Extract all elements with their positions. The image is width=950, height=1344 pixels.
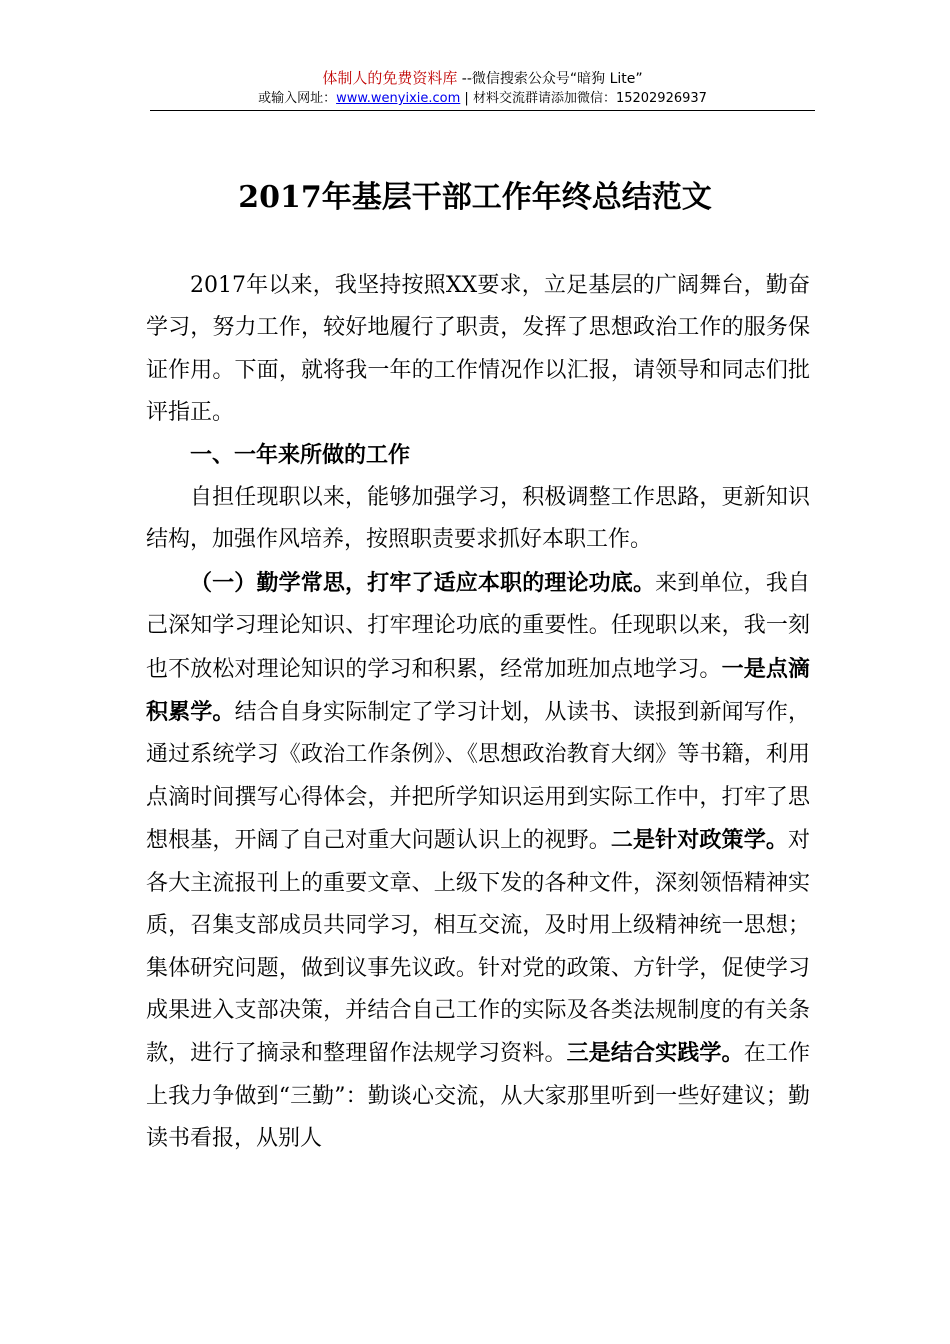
header-site-prefix: 或输入网址： — [258, 91, 337, 106]
document-body — [146, 265, 810, 1161]
header-site-link[interactable]: www.wenyixie.com — [336, 91, 461, 106]
page-header — [150, 68, 815, 109]
point2-text: 对各大主流报刊上的重要文章、上级下发的各种文件，深刻领悟精神实质，召集支部成员共同学习，相互交流，及时用上级精神统一思想；集体研究问题，做到议事先议政。针对党的政策、方针学，促使学习成果进入支部决策，并结合自己工作的实际及各类法规制度的有关条款，进行了摘录和整理留作法规学习资料。 — [146, 828, 810, 1067]
point3-heading: 三是结合实践学。 — [566, 1040, 744, 1067]
subsection-heading: （一）勤学常思，打牢了适应本职的理论功底。 — [190, 569, 656, 596]
header-divider — [150, 110, 815, 111]
header-site-line — [150, 89, 815, 109]
subsection-text: 来到单位，我自己深知学习理论知识、打牢理论功底的重要性。任现职以来，我一刻也不放松对理论知识的学习和积累，经常加班加点地学习。 — [146, 570, 810, 682]
point2-heading: 二是针对政策学。 — [610, 827, 788, 854]
intro-paragraph: 2017年以来，我坚持按照XX要求，立足基层的广阔舞台，勤奋学习，努力工作，较好地履行了职责，发挥了思想政治工作的服务保证作用。下面，就将我一年的工作情况作以汇报，请领导和同志们批评指正。 — [146, 273, 810, 426]
section-heading: 一、一年来所做的工作 — [190, 442, 411, 468]
document-title: 2017年基层干部工作年终总结范文 — [238, 180, 712, 215]
header-brand-line — [150, 68, 815, 89]
header-brand: 体制人的免费资料库 — [322, 69, 458, 87]
subsection-paragraph — [146, 562, 810, 1161]
section-intro-paragraph: 自担任现职以来，能够加强学习，积极调整工作思路，更新知识结构，加强作风培养，按照职责要求抓好本职工作。 — [146, 485, 810, 553]
point1-text: 结合自身实际制定了学习计划，从读书、读报到新闻写作，通过系统学习《政治工作条例》、《思想政治教育大纲》等书籍，利用点滴时间撰写心得体会，并把所学知识运用到实际工作中，打牢了思想根基，开阔了自己对重大问题认识上的视野。 — [146, 700, 810, 854]
point1-heading: 一是点滴积累学。 — [146, 655, 810, 726]
point3-text: 在工作上我力争做到“三勤”：勤谈心交流，从大家那里听到一些好建议；勤读书看报，从别人 — [146, 1041, 810, 1152]
header-site-suffix: | 材料交流群请添加微信：15202926937 — [460, 91, 707, 106]
header-brand-suffix: --微信搜索公众号“暗狗 Lite” — [457, 71, 643, 87]
